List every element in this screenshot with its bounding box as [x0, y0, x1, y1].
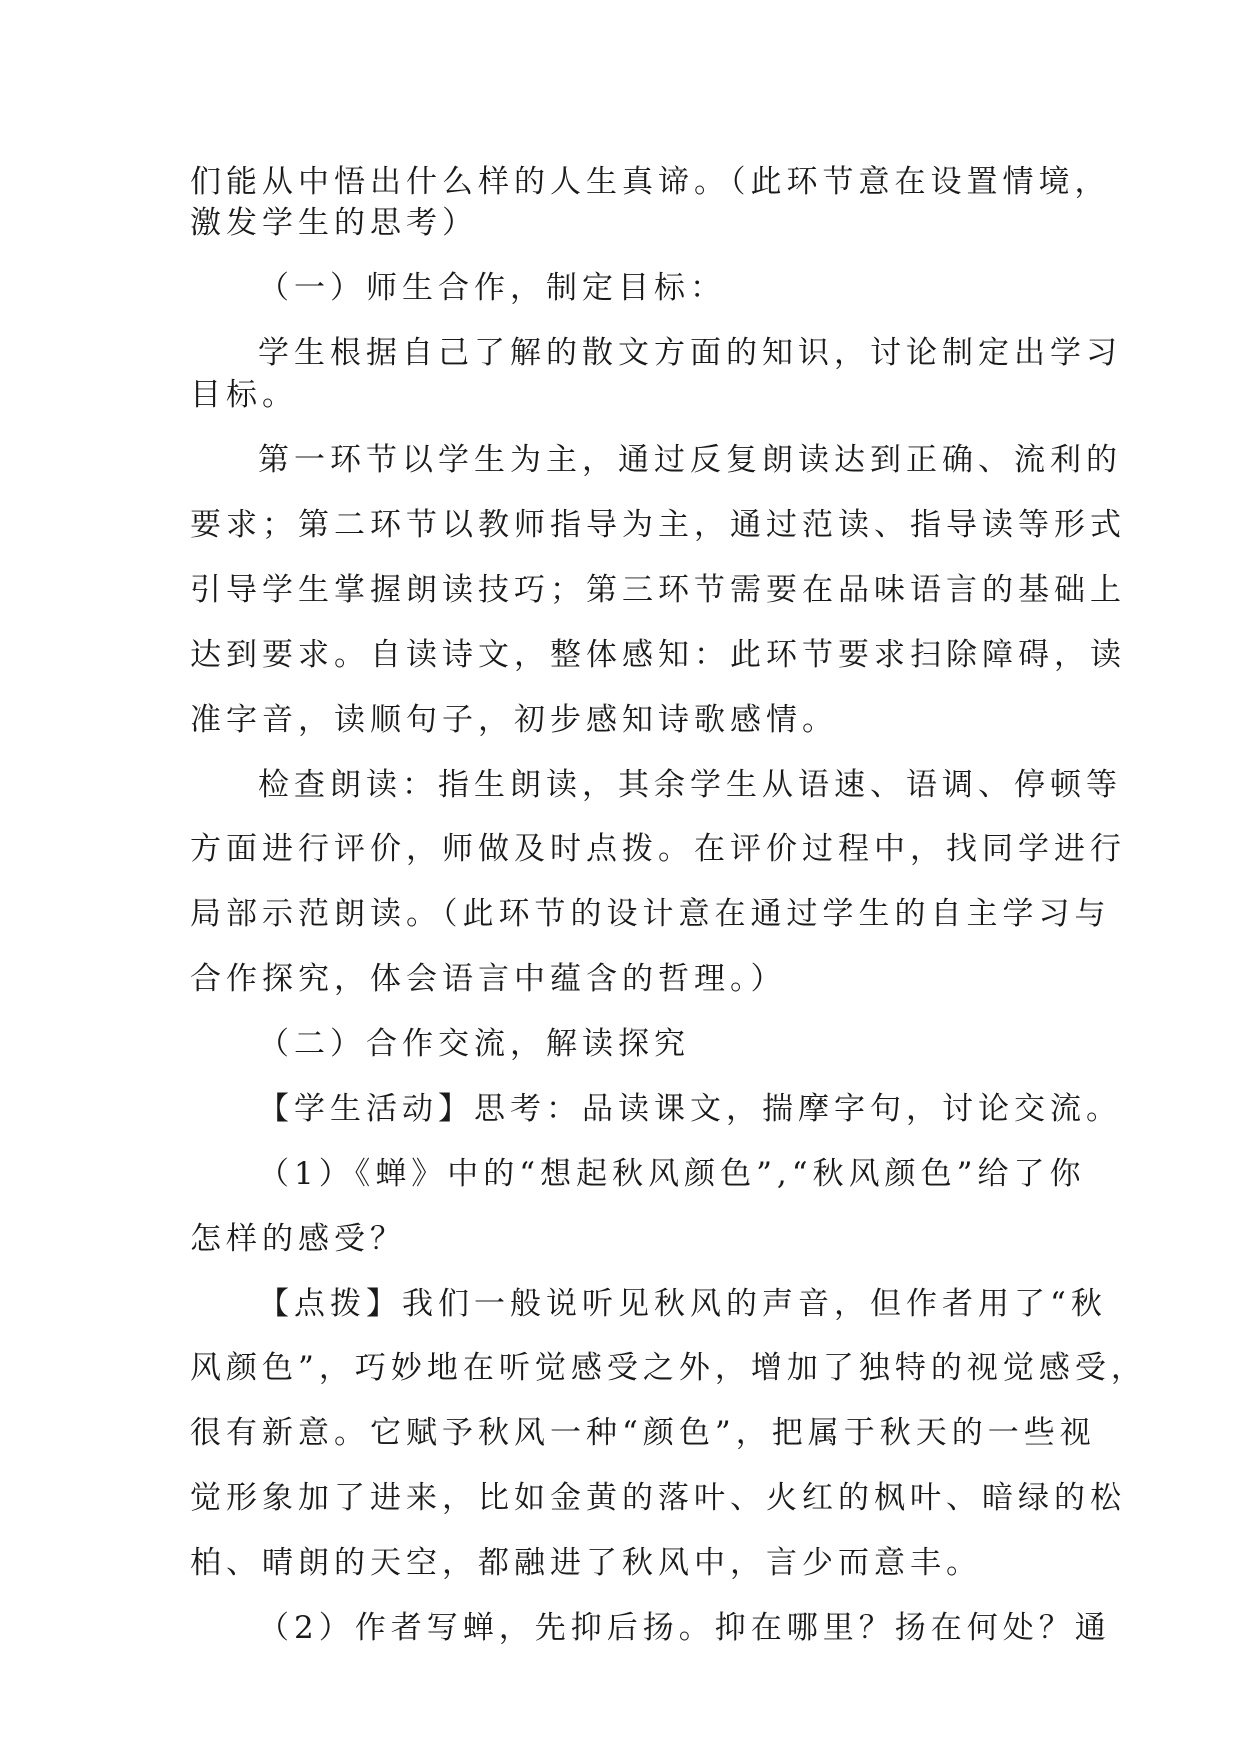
- text-line: 局部示范朗读。（此环节的设计意在通过学生的自主学习与: [190, 896, 1111, 932]
- text-line: 【点拨】我们一般说听见秋风的声音，但作者用了“秋: [258, 1286, 1107, 1322]
- text-line: 达到要求。自读诗文，整体感知：此环节要求扫除障碍，读: [190, 637, 1126, 673]
- text-line: 怎样的感受？: [190, 1221, 406, 1257]
- text-line: 准字音，读顺句子，初步感知诗歌感情。: [190, 702, 838, 738]
- text-line: 很有新意。它赋予秋风一种“颜色”，把属于秋天的一些视: [190, 1415, 1096, 1451]
- text-line: 要求；第二环节以教师指导为主，通过范读、指导读等形式: [190, 507, 1126, 543]
- text-line: 觉形象加了进来，比如金黄的落叶、火红的枫叶、暗绿的松: [190, 1480, 1126, 1516]
- text-line: （1）《蝉》中的“想起秋风颜色”,“秋风颜色”给了你: [258, 1156, 1086, 1192]
- text-line: 方面进行评价，师做及时点拨。在评价过程中，找同学进行: [190, 831, 1126, 867]
- text-line: 合作探究，体会语言中蕴含的哲理。）: [190, 961, 787, 997]
- text-line: 【学生活动】思考：品读课文，揣摩字句，讨论交流。: [258, 1091, 1122, 1127]
- text-line: 激发学生的思考）: [190, 205, 478, 241]
- text-line: 目标。: [190, 377, 298, 413]
- text-line: 引导学生掌握朗读技巧；第三环节需要在品味语言的基础上: [190, 572, 1126, 608]
- text-line: （2）作者写蝉，先抑后扬。抑在哪里？扬在何处？通: [258, 1610, 1111, 1646]
- section-heading: （一）师生合作，制定目标：: [258, 270, 726, 306]
- text-line: 检查朗读：指生朗读，其余学生从语速、语调、停顿等: [258, 767, 1122, 803]
- text-line: 们能从中悟出什么样的人生真谛。（此环节意在设置情境，: [190, 164, 1111, 200]
- text-line: 学生根据自己了解的散文方面的知识，讨论制定出学习: [258, 335, 1122, 371]
- text-line: 风颜色”，巧妙地在听觉感受之外，增加了独特的视觉感受，: [190, 1350, 1147, 1386]
- section-heading: （二）合作交流，解读探究: [258, 1026, 690, 1062]
- text-line: 柏、晴朗的天空，都融进了秋风中，言少而意丰。: [190, 1545, 982, 1581]
- text-line: 第一环节以学生为主，通过反复朗读达到正确、流利的: [258, 442, 1122, 478]
